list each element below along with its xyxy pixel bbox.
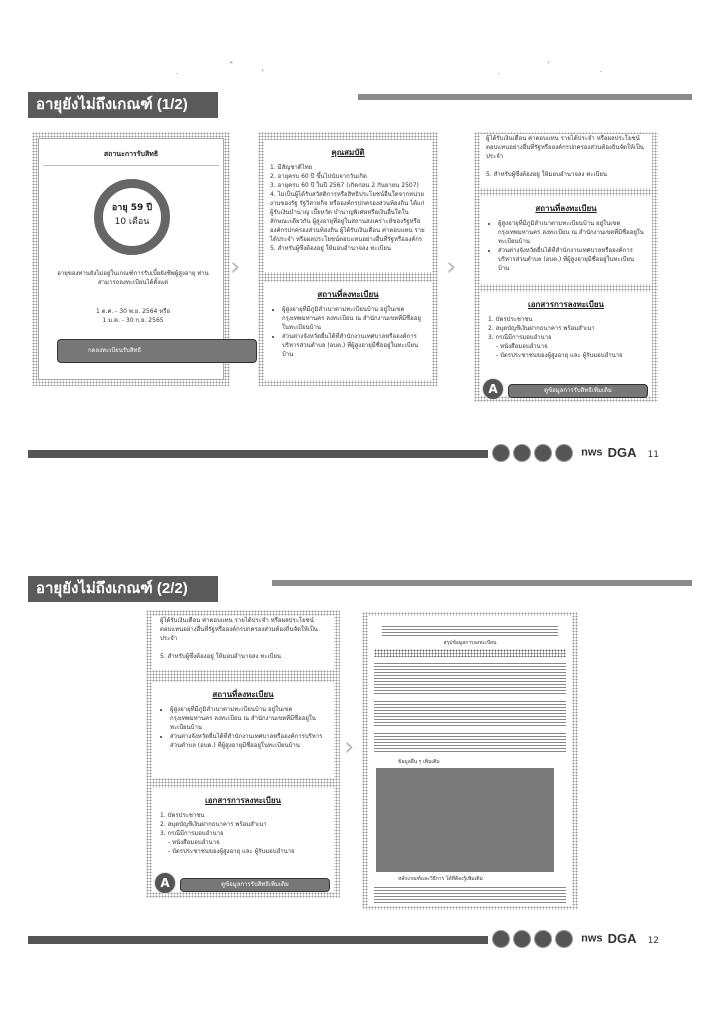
document-item: 2. สมุดบัญชีเงินฝากธนาคาร พร้อมสำเนา: [488, 325, 595, 332]
chevron-right-icon: ›: [446, 252, 457, 282]
badge-a-icon: A: [482, 378, 504, 400]
qualification-item: 2. อายุครบ 60 ปี ขึ้นไปนับจากวันเกิด: [270, 173, 367, 180]
location-header: สถานที่ลงทะเบียน: [535, 204, 597, 213]
dga-logo: DGA: [607, 931, 637, 946]
document-item: 3. กรณีมีการมอบอำนาจ: [160, 830, 224, 837]
location-item: • ส่วนต่างจังหวัดยื่นได้ที่สำนักงานเทศบาลหรือองค์การบริหารส่วนตำบล (อบต.) ที่ผู้สูงอายุมีชื่ออยู่ในทะเบียนบ้าน: [498, 246, 644, 273]
location-item: • ผู้สูงอายุที่มีภูมิลำเนาตามทะเบียนบ้าน อยู่ในเขตกรุงเทพมหานคร ลงทะเบียน ณ สำนักงานเขตที่มีชื่ออยู่ในทะเบียนบ้าน: [170, 705, 326, 732]
document-item: - บัตรประชาชนของผู้สูงอายุ และ ผู้รับมอบอำนาจ: [168, 848, 295, 855]
qualification-card-frame: [258, 132, 438, 386]
text-block: [374, 699, 566, 727]
location-item: • ส่วนต่างจังหวัดยื่นได้ที่สำนักงานเทศบาลหรือองค์การบริหารส่วนตำบล (อบต.) ที่ผู้สูงอายุมีชื่ออยู่ในทะเบียนบ้าน: [170, 732, 326, 750]
chevron-right-icon: ›: [230, 252, 241, 282]
register-button[interactable]: กดลงทะเบียนรับสิทธิ: [57, 339, 257, 363]
qualification-header: คุณสมบัติ: [331, 148, 365, 157]
slide-1-title: อายุยังไม่ถึงเกณฑ์ (1/2): [28, 92, 218, 118]
location-item: • ส่วนต่างจังหวัดยื่นได้ที่สำนักงานเทศบาลหรือองค์การบริหารส่วนตำบล (อบต.) ที่ผู้สูงอายุมีชื่ออยู่ในทะเบียนบ้าน: [282, 332, 424, 359]
dga-logo: DGA: [607, 445, 637, 460]
crest-icon: [513, 930, 531, 948]
redacted-block: [376, 768, 554, 872]
footer-logos: [492, 928, 659, 948]
age-months: 10 เดือน: [114, 217, 150, 227]
status-card-header: สถานะการรับสิทธิ: [103, 150, 159, 158]
document-item: 1. บัตรประชาชน: [488, 316, 533, 323]
section-label: หลักเกณฑ์และวิธีการ ได้ที่ต้องรู้เพิ่มเติม: [398, 876, 483, 882]
qualification-item: 1. มีสัญชาติไทย: [270, 164, 313, 171]
card-top-item: 5. สำหรับผู้ซึ่งต้องอยู่ ให้มอบอำนาจลง ทะเบียน: [160, 653, 282, 660]
crest-icon: [534, 930, 552, 948]
document-item: 2. สมุดบัญชีเงินฝากธนาคาร พร้อมสำเนา: [160, 821, 267, 828]
qualification-item: 3. อายุครบ 60 ปี ในปี 2567 (เกิดก่อน 2 กันยายน 2507): [270, 182, 419, 189]
nws-logo: nws: [581, 932, 603, 945]
age-ring: [94, 179, 170, 255]
qualification-item: 5. สำหรับผู้ซึ่งต้องอยู่ ให้มอบอำนาจลง ทะเบียน: [270, 245, 392, 252]
documents-header: เอกสารการลงทะเบียน: [204, 796, 282, 805]
footer-rule: [28, 936, 488, 944]
slide-2: [0, 572, 724, 962]
document-item: 1. บัตรประชาชน: [160, 812, 205, 819]
crest-icon: [492, 444, 510, 462]
card-top-text: ผู้ได้รับเงินเดือน ค่าตอบแทน รายได้ประจำ หรือผลประโยชน์ตอบแทนอย่างอื่นที่รัฐหรือองค์กรปกครองส่วนท้องถิ่นจัดให้เป็นประจำ: [486, 135, 644, 160]
section-label: ข้อมูลอื่น ๆ เพิ่มเติม: [398, 759, 440, 765]
scan-mark: .: [498, 69, 500, 76]
page-number: 12: [647, 936, 660, 946]
document-item: - บัตรประชาชนของผู้สูงอายุ และ ผู้รับมอบอำนาจ: [496, 352, 623, 359]
text-block: [374, 885, 566, 903]
scanned-page-frame: [362, 612, 578, 910]
date-range-2: 1 ม.ค. - 30 ก.ย. 2565: [102, 317, 164, 324]
slide-2-title: อายุยังไม่ถึงเกณฑ์ (2/2): [28, 576, 218, 602]
scan-mark: .: [600, 67, 602, 74]
crest-icon: [555, 444, 573, 462]
text-block: [382, 624, 558, 638]
text-block: [374, 649, 566, 657]
document-item: - หนังสือมอบอำนาจ: [496, 343, 548, 350]
top-rule: [358, 94, 692, 100]
text-block: [374, 731, 566, 753]
crest-icon: [513, 444, 531, 462]
page-number: 11: [647, 450, 660, 460]
documents-header: เอกสารการลงทะเบียน: [527, 300, 605, 309]
text-block: [374, 661, 566, 695]
status-card-frame: [32, 132, 230, 386]
slide-1: [0, 88, 724, 468]
scan-mark: ': [548, 61, 550, 68]
crest-icon: [492, 930, 510, 948]
location-header: สถานที่ลงทะเบียน: [212, 690, 274, 699]
footer-logos: [492, 442, 659, 462]
card-top-item: 5. สำหรับผู้ซึ่งต้องอยู่ ให้มอบอำนาจลง ทะเบียน: [486, 171, 608, 178]
document-card-frame: [474, 132, 658, 402]
footer-rule: [28, 450, 488, 458]
scan-mark: ': [262, 69, 264, 76]
document-item: 3. กรณีมีการมอบอำนาจ: [488, 334, 552, 341]
badge-a-icon: A: [154, 872, 176, 894]
chevron-right-icon: ›: [344, 732, 355, 762]
location-header: สถานที่ลงทะเบียน: [317, 290, 379, 299]
qualification-item: 4. ไม่เป็นผู้ได้รับสวัสดิการหรือสิทธิประโยชน์อื่นใดจากหน่วยงานของรัฐ รัฐวิสาหกิจ หรือองค์กรปกครองส่วนท้องถิ่น ได้แก่ ผู้รับเงินบำนาญ เบี้ยหวัด บำนาญพิเศษหรือเงินอื่นใดในลักษณะเดียวกัน ผู้สูงอายุที่อยู่ในสถานสงเคราะห์ของรัฐหรือองค์กรปกครองส่วนท้องถิ่น ผู้ได้รับเงินเดือน ค่าตอบแทน รายได้ประจำ หรือผลประโยชน์ตอบแทนอย่างอื่นที่รัฐหรือองค์กร: [270, 191, 425, 243]
document-item: - หนังสือมอบอำนาจ: [168, 839, 220, 846]
crest-icon: [555, 930, 573, 948]
date-range-1: 1 ต.ค. - 30 พ.ย. 2564 หรือ: [95, 308, 171, 315]
age-value: อายุ 59 ปี: [111, 203, 153, 213]
crest-icon: [534, 444, 552, 462]
scan-mark: ": [230, 61, 233, 68]
more-info-button[interactable]: ดูข้อมูลการรับสิทธิเพิ่มเติม: [508, 384, 648, 398]
location-item: • ผู้สูงอายุที่มีภูมิลำเนาตามทะเบียนบ้าน อยู่ในเขตกรุงเทพมหานคร ลงทะเบียน ณ สำนักงานเขตที่มีชื่ออยู่ในทะเบียนบ้าน: [498, 219, 644, 246]
card-top-text: ผู้ได้รับเงินเดือน ค่าตอบแทน รายได้ประจำ หรือผลประโยชน์ตอบแทนอย่างอื่นที่รัฐหรือองค์กรปกครองส่วนท้องถิ่นจัดให้เป็นประจำ: [160, 617, 318, 642]
nws-logo: nws: [581, 446, 603, 459]
summary-heading: สรุปข้อมูลการลงทะเบียน: [443, 640, 497, 646]
document-card-frame: [146, 610, 340, 898]
status-description: อายุของท่านยังไม่อยู่ในเกณฑ์การรับเบี้ยยังชีพผู้สูงอายุ ท่านสามารถลงทะเบียนได้ตั้งแต่: [57, 270, 209, 286]
top-rule: [272, 580, 692, 586]
location-item: • ผู้สูงอายุที่มีภูมิลำเนาตามทะเบียนบ้าน อยู่ในเขตกรุงเทพมหานคร ลงทะเบียน ณ สำนักงานเขตที่มีชื่ออยู่ในทะเบียนบ้าน: [282, 305, 424, 332]
scan-mark: .: [176, 69, 178, 76]
more-info-button[interactable]: ดูข้อมูลการรับสิทธิเพิ่มเติม: [180, 878, 330, 892]
